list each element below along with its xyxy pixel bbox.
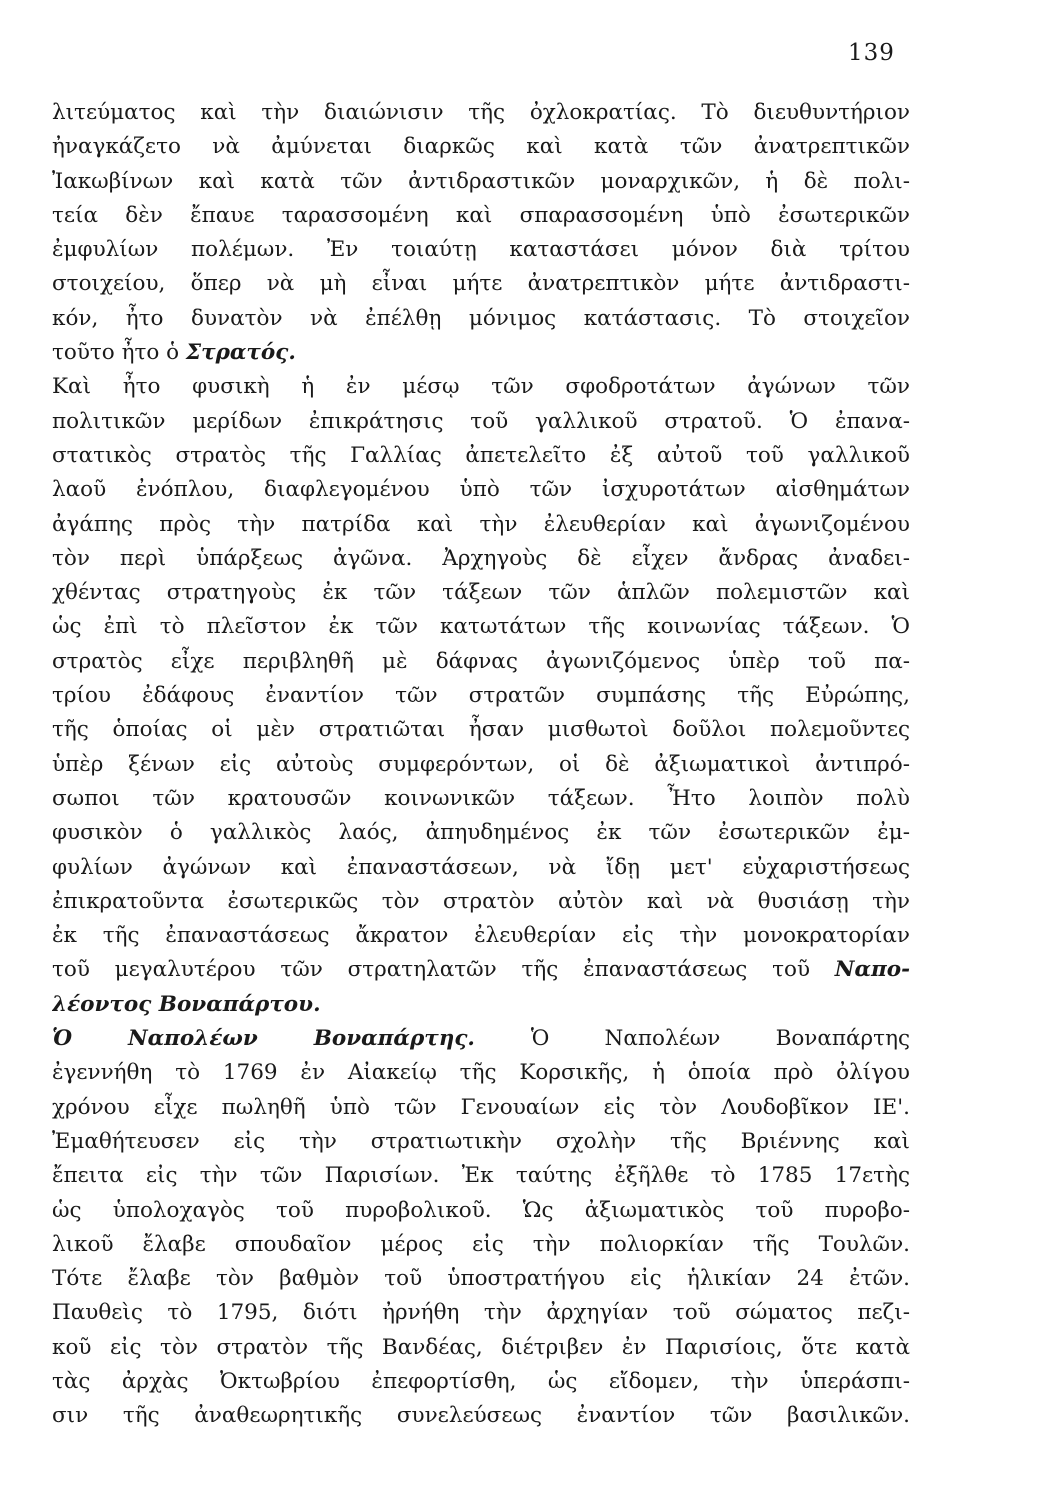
text-segment: κόν, ἦτο δυνατὸν νὰ ἐπέλθῃ μόνιμος κατάστασις. Τὸ στοιχεῖον [52, 305, 910, 331]
text-segment: στατικὸς στρατὸς τῆς Γαλλίας ἀπετελεῖτο ἐξ αὐτοῦ τοῦ γαλλικοῦ [52, 442, 910, 468]
text-segment: ἐπικρατοῦντα ἐσωτερικῶς τὸν στρατὸν αὐτὸν καὶ νὰ θυσιάσῃ τὴν [52, 888, 910, 914]
text-segment: λιτεύματος καὶ τὴν διαιώνισιν τῆς ὀχλοκρατίας. Τὸ διευθυντήριον [52, 100, 910, 125]
text-segment: ἐκ τῆς ἐπαναστάσεως ἄκρατον ἐλευθερίαν εἰς τὴν μονοκρατορίαν [52, 923, 910, 949]
text-segment: σωποι τῶν κρατουσῶν κοινωνικῶν τάξεων. Ἦτο λοιπὸν πολὺ [52, 785, 910, 811]
text-line [52, 96, 910, 130]
text-line [52, 576, 910, 610]
text-segment: τεία δὲν ἔπαυε ταρασσομένη καὶ σπαρασσομένη ὑπὸ ἐσωτερικῶν [52, 202, 910, 228]
text-segment: στρατὸς εἶχε περιβληθῆ μὲ δάφνας ἀγωνιζόμενος ὑπὲρ τοῦ πα- [52, 648, 910, 674]
text-line [52, 748, 910, 782]
text-line [52, 130, 910, 164]
text-line [52, 610, 910, 644]
text-segment: στοιχείου, ὅπερ νὰ μὴ εἶναι μήτε ἀνατρεπτικὸν μήτε ἀντιδραστι- [52, 271, 910, 297]
text-line [52, 199, 910, 233]
text-line [52, 919, 910, 953]
text-line [52, 1296, 910, 1330]
text-segment: λαοῦ ἐνόπλου, διαφλεγομένου ὑπὸ τῶν ἰσχυροτάτων αἰσθημάτων [52, 477, 910, 503]
text-segment: τοῦ μεγαλυτέρου τῶν στρατηλατῶν τῆς ἐπαναστάσεως τοῦ [52, 957, 835, 983]
text-line [52, 885, 910, 919]
text-segment: ὡς ἐπὶ τὸ πλεῖστον ἐκ τῶν κατωτάτων τῆς κοινωνίας τάξεων. Ὁ [52, 614, 910, 640]
text-line [52, 233, 910, 267]
text-line [52, 439, 910, 473]
text-line [52, 1331, 910, 1365]
text-line [52, 953, 910, 987]
emphasized-heading-text: λέοντος Βοναπάρτου. [52, 991, 321, 1017]
text-segment: τῆς ὁποίας οἱ μὲν στρατιῶται ἦσαν μισθωτοὶ δοῦλοι πολεμοῦντες [52, 717, 910, 743]
text-segment: Καὶ ἦτο φυσικὴ ἡ ἐν μέσῳ τῶν σφοδροτάτων ἀγώνων τῶν [52, 374, 910, 400]
text-segment: τὰς ἀρχὰς Ὀκτωβρίου ἐπεφορτίσθη, ὡς εἴδομεν, τὴν ὑπεράσπι- [52, 1368, 910, 1394]
text-segment: Παυθεὶς τὸ 1795, διότι ἠρνήθη τὴν ἀρχηγίαν τοῦ σώματος πεζι- [52, 1300, 910, 1326]
text-segment: χθέντας στρατηγοὺς ἐκ τῶν τάξεων τῶν ἁπλῶν πολεμιστῶν καὶ [52, 580, 910, 606]
text-line [52, 1399, 910, 1433]
text-segment: ἀγάπης πρὸς τὴν πατρίδα καὶ τὴν ἐλευθερίαν καὶ ἀγωνιζομένου [52, 511, 910, 537]
text-segment: Τότε ἔλαβε τὸν βαθμὸν τοῦ ὑποστρατήγου εἰς ἡλικίαν 24 ἐτῶν. [52, 1266, 910, 1292]
text-segment: χρόνου εἶχε πωληθῆ ὑπὸ τῶν Γενουαίων εἰς τὸν Λουδοβῖκον ΙΕ'. [52, 1094, 910, 1120]
text-line [52, 645, 910, 679]
text-line [52, 1022, 910, 1056]
text-line [52, 1125, 910, 1159]
text-segment: ἠναγκάζετο νὰ ἀμύνεται διαρκῶς καὶ κατὰ τῶν ἀνατρεπτικῶν [52, 134, 910, 160]
text-line [52, 782, 910, 816]
text-line [52, 165, 910, 199]
text-segment: ὑπὲρ ξένων εἰς αὐτοὺς συμφερόντων, οἱ δὲ ἀξιωματικοὶ ἀντιπρό- [52, 751, 910, 777]
text-line [52, 1194, 910, 1228]
text-line [52, 508, 910, 542]
page-number: 139 [848, 40, 895, 66]
text-line [52, 1228, 910, 1262]
text-segment: Ὁ Ναπολέων Βοναπάρτης [530, 1026, 910, 1052]
text-line [52, 679, 910, 713]
emphasized-heading-text: Ὁ Ναπολέων Βοναπάρτης. [52, 1026, 531, 1052]
text-segment: ἐγεννήθη τὸ 1769 ἐν Αἰακείῳ τῆς Κορσικῆς, ἡ ὁποία πρὸ ὀλίγου [52, 1060, 910, 1086]
text-line [52, 713, 910, 747]
text-segment: ἔπειτα εἰς τὴν τῶν Παρισίων. Ἐκ ταύτης ἐξῆλθε τὸ 1785 17ετὴς [52, 1163, 910, 1189]
text-line [52, 988, 910, 1022]
text-line [52, 851, 910, 885]
emphasized-heading-text: Στρατός. [185, 340, 296, 366]
text-segment: φυσικὸν ὁ γαλλικὸς λαός, ἀπηυδημένος ἐκ τῶν ἐσωτερικῶν ἐμ- [52, 820, 910, 846]
text-segment: φυλίων ἀγώνων καὶ ἐπαναστάσεων, νὰ ἴδῃ μετ' εὐχαριστήσεως [52, 854, 910, 880]
body-text [52, 96, 910, 1434]
text-line [52, 370, 910, 404]
text-segment: Ἰακωβίνων καὶ κατὰ τῶν ἀντιδραστικῶν μοναρχικῶν, ἡ δὲ πολι- [52, 168, 910, 194]
text-line [52, 542, 910, 576]
text-segment: τρίου ἐδάφους ἐναντίον τῶν στρατῶν συμπάσης τῆς Εὐρώπης, [52, 683, 910, 709]
text-segment: κοῦ εἰς τὸν στρατὸν τῆς Βανδέας, διέτριβεν ἐν Παρισίοις, ὅτε κατὰ [52, 1334, 910, 1360]
text-line [52, 1262, 910, 1296]
text-line [52, 1159, 910, 1193]
text-segment: πολιτικῶν μερίδων ἐπικράτησις τοῦ γαλλικοῦ στρατοῦ. Ὁ ἐπανα- [52, 408, 910, 434]
text-line [52, 473, 910, 507]
text-line [52, 1365, 910, 1399]
text-segment: ἐμφυλίων πολέμων. Ἐν τοιαύτῃ καταστάσει μόνον διὰ τρίτου [52, 237, 910, 263]
text-line [52, 1056, 910, 1090]
text-line [52, 336, 910, 370]
text-segment: ὡς ὑπολοχαγὸς τοῦ πυροβολικοῦ. Ὡς ἀξιωματικὸς τοῦ πυροβο- [52, 1197, 910, 1223]
text-segment: τὸν περὶ ὑπάρξεως ἀγῶνα. Ἀρχηγοὺς δὲ εἶχεν ἄνδρας ἀναδει- [52, 545, 910, 571]
text-segment: σιν τῆς ἀναθεωρητικῆς συνελεύσεως ἐναντίον τῶν βασιλικῶν. [52, 1403, 910, 1429]
emphasized-heading-text: Ναπο- [834, 957, 910, 983]
text-line [52, 405, 910, 439]
text-line [52, 1091, 910, 1125]
text-segment: λικοῦ ἔλαβε σπουδαῖον μέρος εἰς τὴν πολιορκίαν τῆς Τουλῶν. [52, 1231, 910, 1257]
text-segment: τοῦτο ἦτο ὁ [52, 340, 186, 366]
text-line [52, 816, 910, 850]
text-line [52, 267, 910, 301]
text-line [52, 302, 910, 336]
text-segment: Ἐμαθήτευσεν εἰς τὴν στρατιωτικὴν σχολὴν τῆς Βριέννης καὶ [52, 1128, 910, 1154]
